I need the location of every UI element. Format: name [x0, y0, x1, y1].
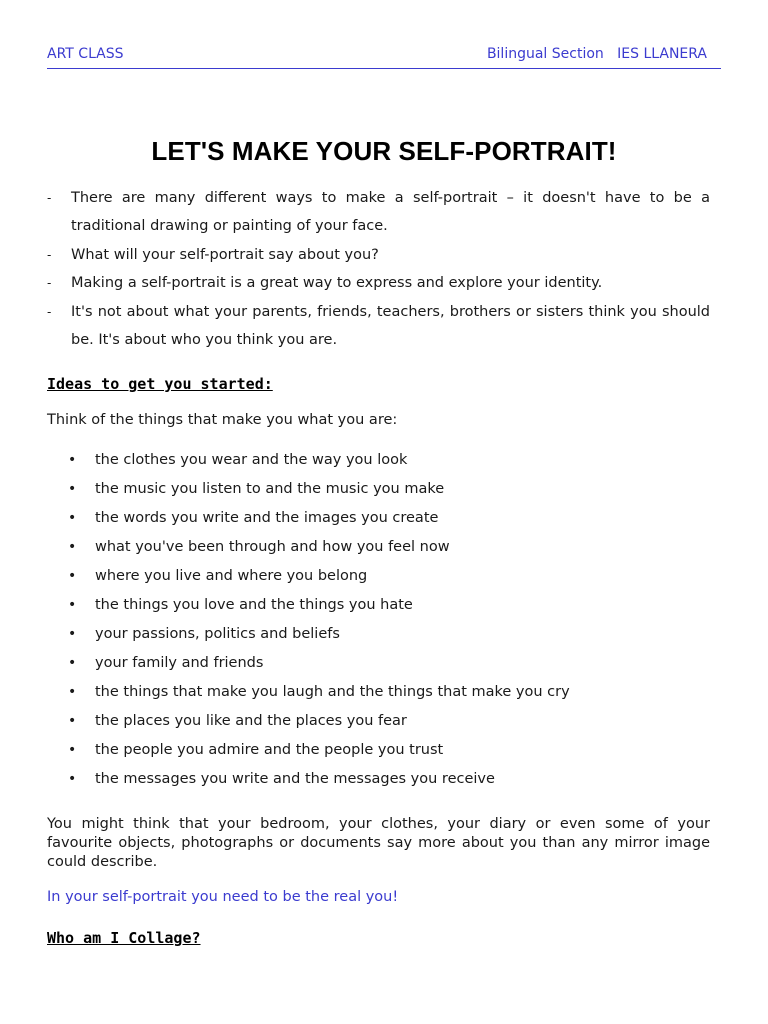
intro-item-text: Making a self-portrait is a great way to express and explore your identity. — [71, 275, 603, 292]
list-item-text: the places you like and the places you fear — [95, 713, 407, 729]
body-paragraph: You might think that your bedroom, your clothes, your diary or even some of your favourite objects, photographs or documents say more about you than any mirror image could describe. — [47, 816, 710, 870]
bullet-icon: • — [68, 539, 77, 555]
bullet-icon: • — [68, 452, 77, 468]
intro-item-text: It's not about what your parents, friends, teachers, brothers or sisters think you should be. It's about who you think you are. — [71, 303, 710, 349]
dash-marker: - — [47, 304, 52, 319]
list-item — [47, 504, 710, 533]
list-item-text: the messages you write and the messages you receive — [95, 771, 495, 787]
bullet-icon: • — [68, 481, 77, 497]
bullet-icon: • — [68, 568, 77, 584]
intro-list — [47, 184, 710, 354]
list-item-text: your family and friends — [95, 655, 264, 671]
bullet-icon: • — [68, 597, 77, 613]
intro-item-text: There are many different ways to make a self-portrait – it doesn't have to be a traditional drawing or painting of your face. — [71, 190, 710, 235]
list-item — [47, 475, 710, 504]
header-course-label: ART CLASS — [47, 46, 124, 62]
list-item-text: the clothes you wear and the way you look — [95, 452, 408, 468]
list-item — [47, 765, 710, 794]
dash-marker: - — [47, 276, 52, 291]
intro-item — [47, 241, 710, 269]
list-item-text: where you live and where you belong — [95, 568, 368, 584]
list-item — [47, 736, 710, 765]
list-item — [47, 562, 710, 591]
list-item-text: the words you write and the images you create — [95, 510, 439, 526]
bullet-icon: • — [68, 771, 77, 787]
bullet-icon: • — [68, 742, 77, 758]
list-item-text: the things you love and the things you hate — [95, 597, 413, 613]
intro-item — [47, 184, 710, 241]
list-item — [47, 533, 710, 562]
collage-heading: Who am I Collage? — [47, 929, 201, 947]
page-header — [47, 44, 721, 69]
ideas-lead: Think of the things that make you what you are: — [47, 412, 398, 428]
list-item — [47, 591, 710, 620]
list-item — [47, 678, 710, 707]
dash-marker: - — [47, 191, 52, 205]
header-school-label: Bilingual Section IES LLANERA — [486, 46, 707, 62]
list-item — [47, 649, 710, 678]
emphasis-line: In your self-portrait you need to be the real you! — [47, 889, 399, 905]
bullet-icon: • — [68, 655, 77, 671]
intro-item-text: What will your self-portrait say about you? — [71, 246, 379, 263]
bullet-icon: • — [68, 684, 77, 700]
list-item-text: the people you admire and the people you trust — [95, 742, 444, 758]
dash-marker: - — [47, 247, 52, 262]
list-item-text: the music you listen to and the music you make — [95, 481, 445, 497]
list-item-text: the things that make you laugh and the things that make you cry — [95, 684, 570, 700]
bullet-icon: • — [68, 713, 77, 729]
bullet-icon: • — [68, 626, 77, 642]
list-item-text: what you've been through and how you feel now — [95, 539, 450, 555]
ideas-list — [47, 446, 710, 794]
bullet-icon: • — [68, 510, 77, 526]
ideas-heading: Ideas to get you started: — [47, 375, 273, 393]
list-item-text: your passions, politics and beliefs — [95, 626, 340, 642]
list-item — [47, 620, 710, 649]
intro-item — [47, 298, 710, 355]
page-title: LET'S MAKE YOUR SELF-PORTRAIT! — [151, 136, 617, 166]
intro-item — [47, 269, 710, 297]
list-item — [47, 446, 710, 475]
list-item — [47, 707, 710, 736]
